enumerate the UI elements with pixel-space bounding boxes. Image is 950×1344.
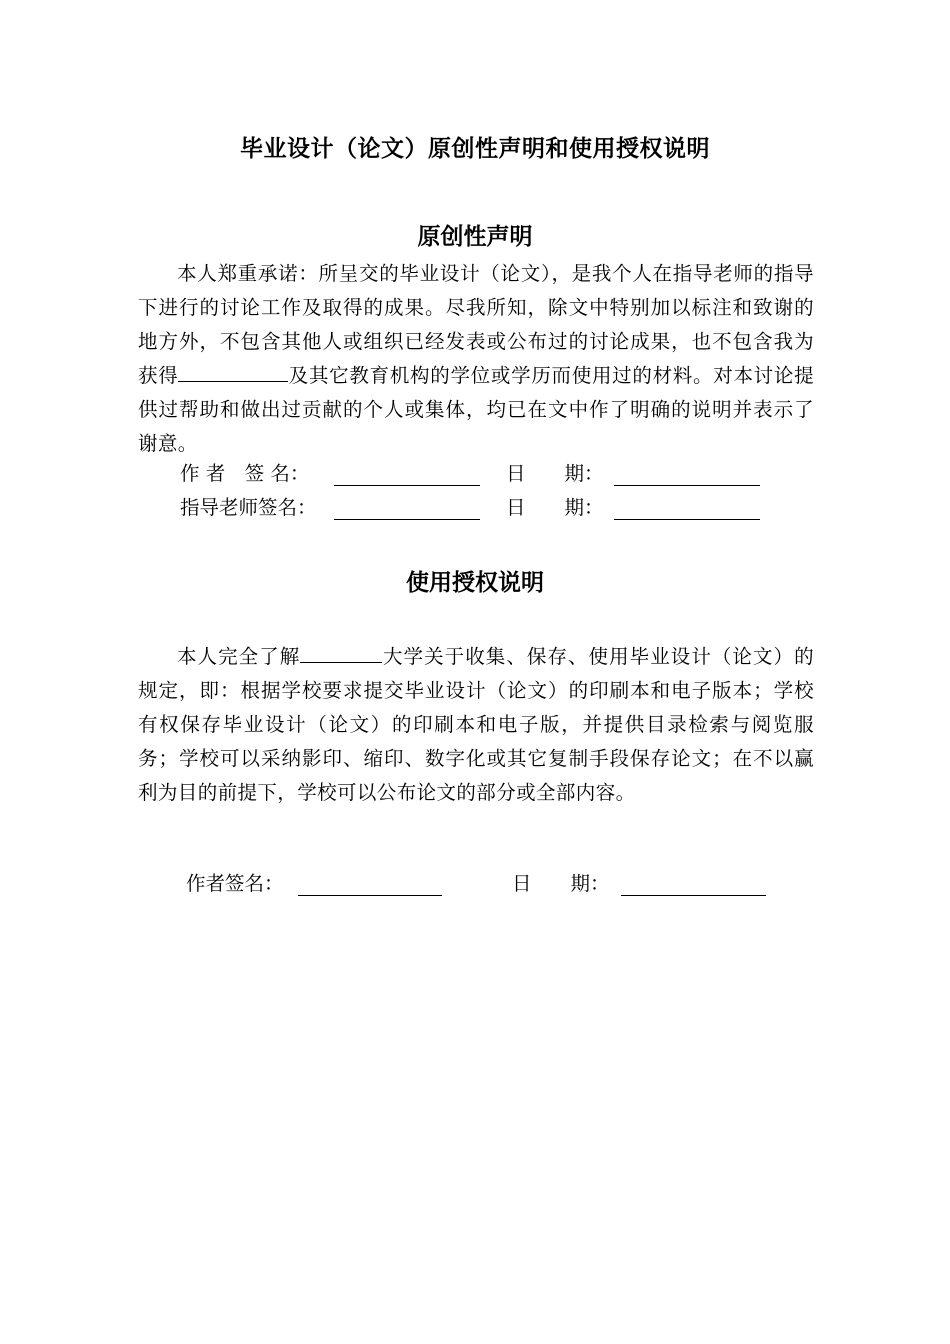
authorization-statement — [138, 640, 814, 810]
originality-heading: 原创性声明 — [417, 224, 533, 250]
advisor-signature-field — [334, 495, 480, 520]
author-signature-label: 作 者 签 名： — [180, 462, 310, 485]
author-signature-row — [180, 457, 309, 491]
advisor-date-field — [614, 495, 760, 520]
final-date-label: 日 期： — [512, 872, 610, 895]
advisor-signature-row — [180, 491, 317, 525]
originality-text-part1: 本人郑重承诺：所呈交的毕业设计（论文），是我个人在指导老师的指导下进行的讨论工作及取得的成果。尽我所知，除文中特别加以标注和致谢的地方外，不包含其他人或组织已经发表或公布过的讨论成果，也不包含我为获得 — [138, 262, 814, 387]
originality-statement — [138, 257, 814, 461]
final-author-signature-field — [298, 871, 442, 896]
authorization-text-part2: 大学关于收集、保存、使用毕业设计（论文）的规定，即：根据学校要求提交毕业设计（论文）的印刷本和电子版本；学校有权保存毕业设计（论文）的印刷本和电子版，并提供目录检索与阅览服务；学校可以采纳影印、缩印、数字化或其它复制手段保存论文；在不以赢利为目的前提下，学校可以公布论文的部分或全部内容。 — [138, 645, 815, 804]
advisor-signature-label: 指导老师签名： — [180, 496, 317, 519]
author-date-label: 日 期： — [506, 462, 604, 485]
authorization-text-part1: 本人完全了解 — [177, 645, 301, 668]
university-name-blank — [300, 640, 382, 663]
document-title: 毕业设计（论文）原创性声明和使用授权说明 — [240, 136, 710, 162]
author-date-field — [614, 461, 760, 486]
advisor-date-label: 日 期： — [506, 496, 604, 519]
author-signature-field — [334, 461, 480, 486]
final-author-signature-label: 作者签名： — [186, 872, 284, 895]
final-date-field — [621, 871, 766, 896]
originality-text-part2: 及其它教育机构的学位或学历而使用过的材料。对本讨论提供过帮助和做出过贡献的个人或集体，均已在文中作了明确的说明并表示了谢意。 — [138, 364, 814, 455]
degree-institution-blank — [178, 359, 288, 382]
authorization-heading: 使用授权说明 — [406, 570, 544, 596]
